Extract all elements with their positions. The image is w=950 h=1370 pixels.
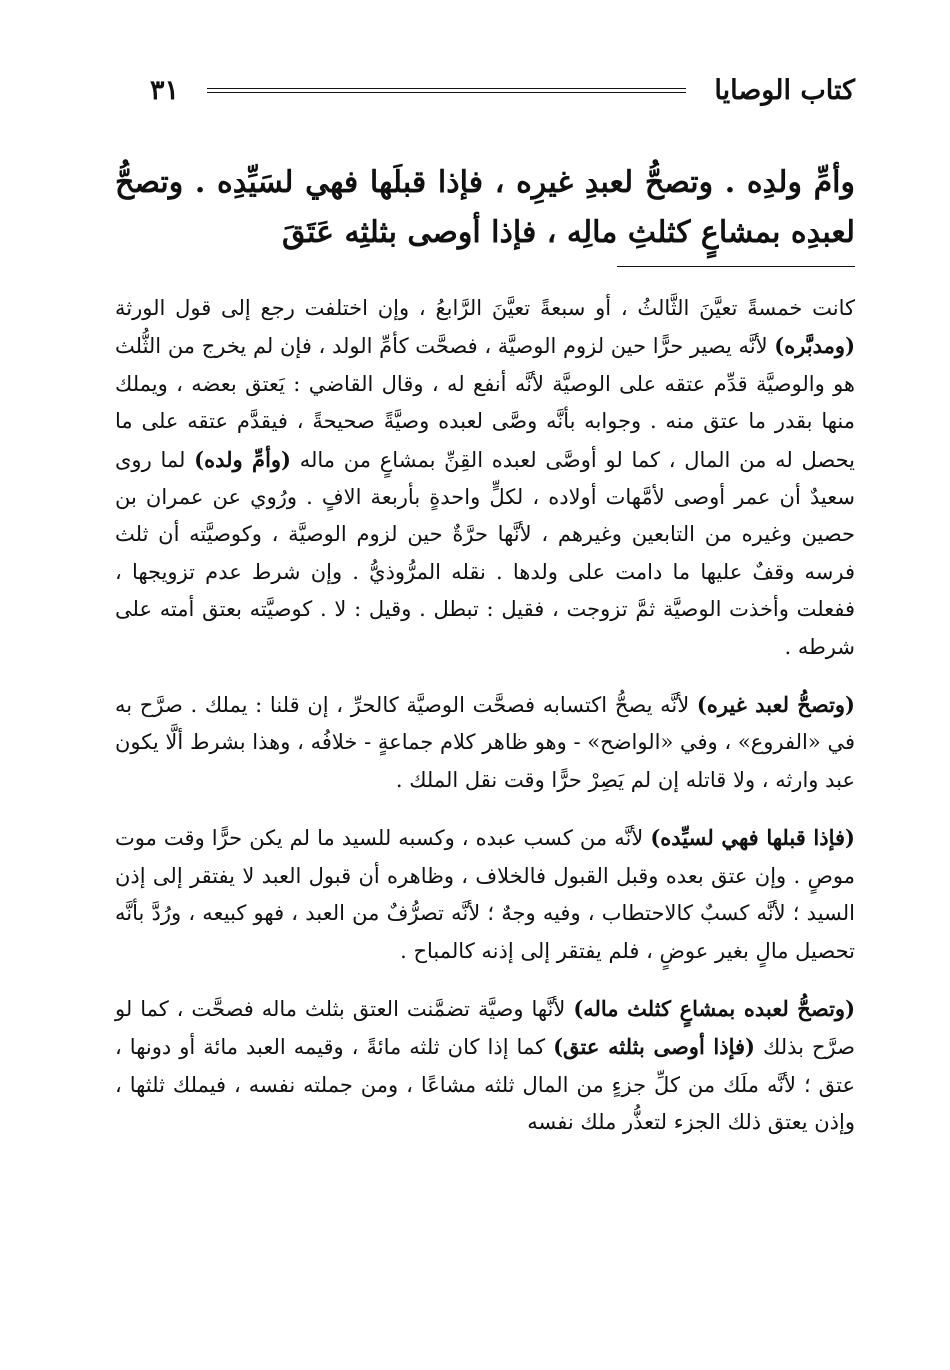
commentary-text: لأنَّها وصيَّة تضمَّنت العتق بثلث ماله فصحَّت ، كما لو صرَّح بذلك	[115, 996, 855, 1060]
commentary-text: لأنَّه يصير حرًّا حين لزوم الوصيَّة ، فصحَّت كأمِّ الولد ، فإن لم يخرج من الثُّلث هو والوصيَّة قدِّم عتقه على الوصيَّة لأنَّه أنفع له ، وقال القاضي : يَعتق بعضه ، ويملك منها بقدر ما عتق منه . وجوابه بأنَّه وصَّى لعبده وصيَّةً صحيحةً ، فيقدَّم عتقه على ما يحصل له من المال ، كما لو أوصَّى لعبده القِنِّ بمشاعٍ من ماله	[115, 334, 855, 472]
commentary-paragraph	[115, 819, 855, 970]
quoted-matn: (وتصحُّ لعبد غيره)	[696, 692, 855, 718]
quoted-matn: (ومدبَّره)	[774, 333, 855, 359]
commentary	[115, 290, 855, 1162]
commentary-paragraph	[115, 990, 855, 1142]
commentary-text: كما إذا كان ثلثه مائةً ، وقيمه العبد مائة أو دونها ، عتق ؛ لأنَّه ملَك من كلِّ جزءٍ من المال ثلثه مشاعًا ، ومن جملته نفسه ، فيملك ثلثها ، وإذن يعتق ذلك الجزء لتعذُّر ملك نفسه	[115, 1035, 856, 1135]
commentary-text: كانت خمسةً تعيَّنَ الثَّالثُ ، أو سبعةً تعيَّنَ الرَّابعُ ، وإن اختلفت رجع إلى قول الورثة	[115, 296, 855, 320]
quoted-matn: (فإذا قبلها فهي لسيِّده)	[650, 825, 855, 851]
chapter-title: كتاب الوصايا	[714, 74, 855, 106]
page-number: ٣١	[150, 74, 180, 106]
commentary-paragraph	[115, 686, 855, 799]
running-header	[150, 70, 855, 110]
commentary-text: لأنَّه يصحُّ اكتسابه فصحَّت الوصيَّة كالحرِّ ، إن قلنا : يملك . صرَّح به في «الفروع» ، وفي «الواضح» - وهو ظاهر كلام جماعةٍ - خلافُه ، وهذا بشرط ألَّا يكون عبد وارثه ، ولا قاتله إن لم يَصِرْ حرًّا وقت نقل الملك .	[115, 693, 855, 792]
commentary-text: لما روى سعيدٌ أن عمر أوصى لأمَّهات أولاده ، لكلٍّ واحدةٍ بأربعة الافٍ . ورُوي عن عمران بن حصين وغيره من التابعين وغيرهم ، لأنَّها حرَّةٌ حين لزوم الوصيَّة ، وكوصيَّته أن ثلث فرسه وقفٌ عليها ما دامت على ولدها . نقله المرُّوذيُّ . وإن شرط عدم تزويجها ، ففعلت وأخذت الوصيَّة ثمَّ تزوجت ، فقيل : تبطل . وقيل : لا . كوصيَّته بعتق أمته على شرطه .	[115, 447, 855, 659]
quoted-matn: (وأمِّ ولده)	[194, 446, 291, 472]
quoted-matn: (فإذا أوصى بثلثه عتق)	[553, 1034, 755, 1060]
section-divider	[617, 266, 855, 267]
header-rule	[207, 88, 686, 93]
commentary-paragraph	[115, 290, 855, 666]
matn-text: وأمِّ ولدِه . وتصحُّ لعبدِ غيرِه ، فإذا قبلَها فهي لسَيِّدِه . وتصحُّ لعبدِه بمشاعٍ كثلثِ مالِه ، فإذا أوصى بثلثِه عَتَقَ	[115, 165, 855, 250]
commentary-text: لأنَّه من كسب عبده ، وكسبه للسيد ما لم يكن حرًّا وقت موت موصٍ . وإن عتق بعده وقبل القبول فالخلاف ، وظاهره أن قبول العبد لا يفتقر إلى إذن السيد ؛ لأنَّه كسبٌ كالاحتطاب ، وفيه وجهٌ ؛ لأنَّه تصرُّفٌ من العبد ، فهو كبيعه ، ورُدَّ بأنَّه تحصيل مالٍ بغير عوضٍ ، فلم يفتقر إلى إذنه كالمباح .	[115, 826, 855, 963]
quoted-matn: (وتصحُّ لعبده بمشاعٍ كثلث ماله)	[573, 995, 855, 1021]
